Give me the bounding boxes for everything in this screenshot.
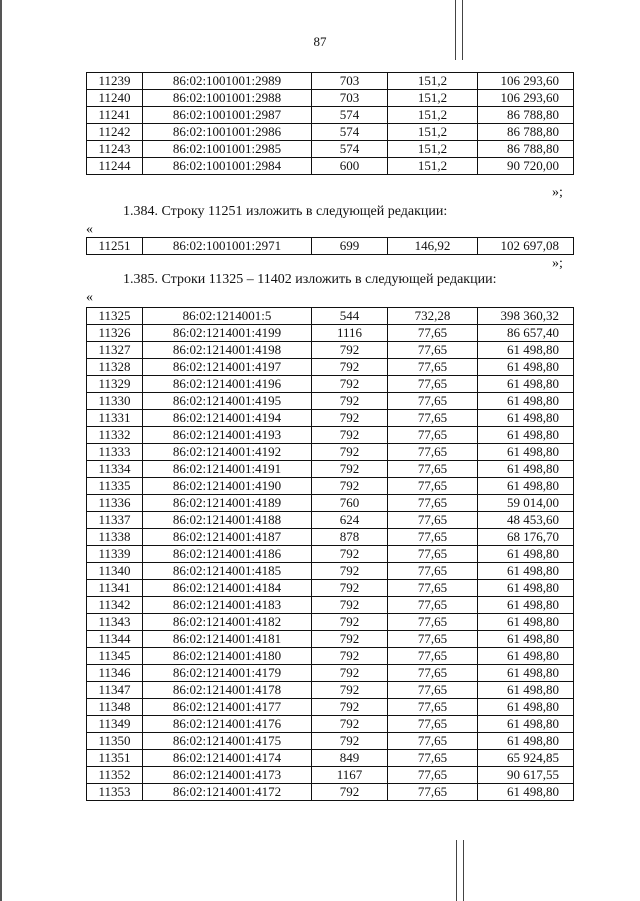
rate-cell: 151,2 (388, 158, 478, 175)
cadastral-number-cell: 86:02:1214001:4189 (143, 495, 312, 512)
table-row (87, 648, 574, 665)
table-row (87, 733, 574, 750)
amount-cell: 61 498,80 (478, 478, 574, 495)
cadastral-number-cell: 86:02:1214001:4195 (143, 393, 312, 410)
cadastral-number-cell: 86:02:1214001:4193 (143, 427, 312, 444)
cadastral-number-cell: 86:02:1214001:4188 (143, 512, 312, 529)
area-cell: 792 (312, 648, 388, 665)
area-cell: 703 (312, 90, 388, 107)
row-number-cell: 11240 (87, 90, 143, 107)
rate-cell: 77,65 (388, 325, 478, 342)
table-row (87, 308, 574, 325)
area-cell: 792 (312, 376, 388, 393)
row-number-cell: 11339 (87, 546, 143, 563)
amount-cell: 65 924,85 (478, 750, 574, 767)
amount-cell: 86 788,80 (478, 141, 574, 158)
amount-cell: 61 498,80 (478, 342, 574, 359)
cadastral-number-cell: 86:02:1214001:4181 (143, 631, 312, 648)
area-cell: 792 (312, 699, 388, 716)
table-row (87, 73, 574, 90)
cadastral-number-cell: 86:02:1001001:2988 (143, 90, 312, 107)
table-row (87, 141, 574, 158)
table-row (87, 107, 574, 124)
row-number-cell: 11239 (87, 73, 143, 90)
table-row (87, 767, 574, 784)
table-row (87, 427, 574, 444)
amount-cell: 398 360,32 (478, 308, 574, 325)
paragraph-1-385: 1.385. Строки 11325 – 11402 изложить в следующей редакции: (123, 272, 497, 287)
row-number-cell: 11344 (87, 631, 143, 648)
amount-cell: 61 498,80 (478, 393, 574, 410)
row-number-cell: 11342 (87, 597, 143, 614)
cadastral-number-cell: 86:02:1214001:4186 (143, 546, 312, 563)
amount-cell: 68 176,70 (478, 529, 574, 546)
row-number-cell: 11335 (87, 478, 143, 495)
row-number-cell: 11325 (87, 308, 143, 325)
area-cell: 792 (312, 427, 388, 444)
table-row (87, 410, 574, 427)
row-number-cell: 11333 (87, 444, 143, 461)
area-cell: 574 (312, 107, 388, 124)
amount-cell: 61 498,80 (478, 410, 574, 427)
table-row (87, 682, 574, 699)
table-row (87, 597, 574, 614)
area-cell: 624 (312, 512, 388, 529)
row-number-cell: 11340 (87, 563, 143, 580)
area-cell: 792 (312, 580, 388, 597)
area-cell: 792 (312, 444, 388, 461)
table-row (87, 124, 574, 141)
cadastral-number-cell: 86:02:1001001:2971 (143, 238, 312, 255)
cadastral-number-cell: 86:02:1214001:4173 (143, 767, 312, 784)
cadastral-number-cell: 86:02:1214001:4179 (143, 665, 312, 682)
row-number-cell: 11348 (87, 699, 143, 716)
cadastral-number-cell: 86:02:1214001:4191 (143, 461, 312, 478)
amount-cell: 61 498,80 (478, 376, 574, 393)
area-cell: 792 (312, 665, 388, 682)
table-row (87, 716, 574, 733)
area-cell: 792 (312, 784, 388, 801)
table-rows-11325-11353 (86, 307, 574, 801)
area-cell: 792 (312, 342, 388, 359)
row-number-cell: 11341 (87, 580, 143, 597)
rate-cell: 77,65 (388, 410, 478, 427)
cadastral-number-cell: 86:02:1214001:4190 (143, 478, 312, 495)
amount-cell: 61 498,80 (478, 427, 574, 444)
cadastral-number-cell: 86:02:1214001:4187 (143, 529, 312, 546)
row-number-cell: 11349 (87, 716, 143, 733)
rate-cell: 77,65 (388, 648, 478, 665)
cadastral-number-cell: 86:02:1214001:4175 (143, 733, 312, 750)
row-number-cell: 11241 (87, 107, 143, 124)
close-quote: »; (552, 256, 563, 271)
amount-cell: 61 498,80 (478, 716, 574, 733)
table-row (87, 478, 574, 495)
row-number-cell: 11334 (87, 461, 143, 478)
scan-mark (463, 840, 464, 901)
rate-cell: 77,65 (388, 716, 478, 733)
area-cell: 792 (312, 614, 388, 631)
rate-cell: 77,65 (388, 512, 478, 529)
rate-cell: 77,65 (388, 444, 478, 461)
amount-cell: 106 293,60 (478, 90, 574, 107)
open-quote: « (86, 290, 93, 305)
amount-cell: 61 498,80 (478, 699, 574, 716)
page-number: 87 (313, 34, 327, 49)
area-cell: 792 (312, 597, 388, 614)
row-number-cell: 11243 (87, 141, 143, 158)
cadastral-number-cell: 86:02:1001001:2989 (143, 73, 312, 90)
rate-cell: 151,2 (388, 90, 478, 107)
amount-cell: 86 788,80 (478, 107, 574, 124)
amount-cell: 61 498,80 (478, 359, 574, 376)
cadastral-number-cell: 86:02:1001001:2985 (143, 141, 312, 158)
area-cell: 792 (312, 631, 388, 648)
area-cell: 1167 (312, 767, 388, 784)
rate-cell: 77,65 (388, 376, 478, 393)
table-row (87, 699, 574, 716)
area-cell: 792 (312, 410, 388, 427)
table-row (87, 342, 574, 359)
area-cell: 792 (312, 563, 388, 580)
amount-cell: 86 788,80 (478, 124, 574, 141)
row-number-cell: 11327 (87, 342, 143, 359)
amount-cell: 61 498,80 (478, 631, 574, 648)
rate-cell: 77,65 (388, 767, 478, 784)
area-cell: 792 (312, 359, 388, 376)
open-quote: « (86, 222, 93, 237)
rate-cell: 77,65 (388, 563, 478, 580)
table-row (87, 614, 574, 631)
table-row (87, 750, 574, 767)
cadastral-number-cell: 86:02:1214001:4194 (143, 410, 312, 427)
area-cell: 574 (312, 124, 388, 141)
row-number-cell: 11343 (87, 614, 143, 631)
rate-cell: 77,65 (388, 733, 478, 750)
row-number-cell: 11345 (87, 648, 143, 665)
table-row (87, 580, 574, 597)
cadastral-number-cell: 86:02:1214001:4182 (143, 614, 312, 631)
amount-cell: 90 617,55 (478, 767, 574, 784)
area-cell: 792 (312, 716, 388, 733)
amount-cell: 102 697,08 (478, 238, 574, 255)
cadastral-number-cell: 86:02:1214001:4197 (143, 359, 312, 376)
table-row (87, 376, 574, 393)
scan-left-edge (0, 0, 2, 901)
rate-cell: 77,65 (388, 784, 478, 801)
table-row-11251 (86, 237, 574, 255)
area-cell: 760 (312, 495, 388, 512)
amount-cell: 61 498,80 (478, 563, 574, 580)
area-cell: 574 (312, 141, 388, 158)
row-number-cell: 11328 (87, 359, 143, 376)
rate-cell: 77,65 (388, 682, 478, 699)
rate-cell: 77,65 (388, 427, 478, 444)
table-rows-11239-11244 (86, 72, 574, 175)
amount-cell: 61 498,80 (478, 614, 574, 631)
table-row (87, 529, 574, 546)
rate-cell: 77,65 (388, 546, 478, 563)
amount-cell: 61 498,80 (478, 665, 574, 682)
rate-cell: 151,2 (388, 107, 478, 124)
rate-cell: 146,92 (388, 238, 478, 255)
scan-mark (455, 0, 456, 60)
row-number-cell: 11244 (87, 158, 143, 175)
area-cell: 792 (312, 546, 388, 563)
area-cell: 703 (312, 73, 388, 90)
area-cell: 792 (312, 733, 388, 750)
area-cell: 1116 (312, 325, 388, 342)
cadastral-number-cell: 86:02:1214001:4199 (143, 325, 312, 342)
cadastral-number-cell: 86:02:1214001:4196 (143, 376, 312, 393)
amount-cell: 106 293,60 (478, 73, 574, 90)
rate-cell: 77,65 (388, 393, 478, 410)
area-cell: 792 (312, 682, 388, 699)
cadastral-number-cell: 86:02:1214001:4192 (143, 444, 312, 461)
rate-cell: 77,65 (388, 580, 478, 597)
rate-cell: 77,65 (388, 342, 478, 359)
rate-cell: 77,65 (388, 665, 478, 682)
rate-cell: 77,65 (388, 478, 478, 495)
row-number-cell: 11350 (87, 733, 143, 750)
rate-cell: 77,65 (388, 495, 478, 512)
cadastral-number-cell: 86:02:1214001:4184 (143, 580, 312, 597)
amount-cell: 48 453,60 (478, 512, 574, 529)
table-row (87, 393, 574, 410)
cadastral-number-cell: 86:02:1214001:4174 (143, 750, 312, 767)
cadastral-number-cell: 86:02:1214001:4177 (143, 699, 312, 716)
cadastral-number-cell: 86:02:1001001:2987 (143, 107, 312, 124)
amount-cell: 86 657,40 (478, 325, 574, 342)
row-number-cell: 11242 (87, 124, 143, 141)
row-number-cell: 11353 (87, 784, 143, 801)
row-number-cell: 11251 (87, 238, 143, 255)
table-row (87, 158, 574, 175)
scan-mark (462, 0, 463, 60)
row-number-cell: 11331 (87, 410, 143, 427)
cadastral-number-cell: 86:02:1001001:2986 (143, 124, 312, 141)
rate-cell: 77,65 (388, 750, 478, 767)
table-row (87, 563, 574, 580)
cadastral-number-cell: 86:02:1001001:2984 (143, 158, 312, 175)
row-number-cell: 11351 (87, 750, 143, 767)
row-number-cell: 11337 (87, 512, 143, 529)
cadastral-number-cell: 86:02:1214001:4183 (143, 597, 312, 614)
row-number-cell: 11330 (87, 393, 143, 410)
table-row (87, 359, 574, 376)
rate-cell: 77,65 (388, 461, 478, 478)
area-cell: 792 (312, 478, 388, 495)
rate-cell: 77,65 (388, 699, 478, 716)
cadastral-number-cell: 86:02:1214001:4172 (143, 784, 312, 801)
amount-cell: 61 498,80 (478, 461, 574, 478)
table-row (87, 461, 574, 478)
area-cell: 699 (312, 238, 388, 255)
amount-cell: 59 014,00 (478, 495, 574, 512)
area-cell: 878 (312, 529, 388, 546)
amount-cell: 61 498,80 (478, 597, 574, 614)
rate-cell: 77,65 (388, 631, 478, 648)
row-number-cell: 11329 (87, 376, 143, 393)
area-cell: 792 (312, 393, 388, 410)
row-number-cell: 11326 (87, 325, 143, 342)
cadastral-number-cell: 86:02:1214001:4176 (143, 716, 312, 733)
row-number-cell: 11338 (87, 529, 143, 546)
table-row (87, 512, 574, 529)
row-number-cell: 11352 (87, 767, 143, 784)
rate-cell: 77,65 (388, 529, 478, 546)
amount-cell: 61 498,80 (478, 580, 574, 597)
paragraph-1-384: 1.384. Строку 11251 изложить в следующей редакции: (123, 204, 448, 219)
amount-cell: 61 498,80 (478, 784, 574, 801)
close-quote: »; (552, 185, 563, 200)
rate-cell: 77,65 (388, 597, 478, 614)
amount-cell: 61 498,80 (478, 546, 574, 563)
amount-cell: 61 498,80 (478, 444, 574, 461)
area-cell: 600 (312, 158, 388, 175)
table-row (87, 495, 574, 512)
table-row (87, 90, 574, 107)
area-cell: 544 (312, 308, 388, 325)
rate-cell: 77,65 (388, 359, 478, 376)
amount-cell: 61 498,80 (478, 733, 574, 750)
row-number-cell: 11347 (87, 682, 143, 699)
area-cell: 792 (312, 461, 388, 478)
cadastral-number-cell: 86:02:1214001:4185 (143, 563, 312, 580)
table-row (87, 546, 574, 563)
row-number-cell: 11332 (87, 427, 143, 444)
rate-cell: 151,2 (388, 124, 478, 141)
table-row (87, 631, 574, 648)
cadastral-number-cell: 86:02:1214001:4198 (143, 342, 312, 359)
amount-cell: 61 498,80 (478, 648, 574, 665)
rate-cell: 77,65 (388, 614, 478, 631)
row-number-cell: 11336 (87, 495, 143, 512)
amount-cell: 90 720,00 (478, 158, 574, 175)
table-row (87, 784, 574, 801)
amount-cell: 61 498,80 (478, 682, 574, 699)
table-row (87, 444, 574, 461)
rate-cell: 151,2 (388, 73, 478, 90)
cadastral-number-cell: 86:02:1214001:5 (143, 308, 312, 325)
table-row (87, 665, 574, 682)
scan-mark (456, 840, 457, 901)
row-number-cell: 11346 (87, 665, 143, 682)
rate-cell: 732,28 (388, 308, 478, 325)
cadastral-number-cell: 86:02:1214001:4178 (143, 682, 312, 699)
area-cell: 849 (312, 750, 388, 767)
cadastral-number-cell: 86:02:1214001:4180 (143, 648, 312, 665)
table-row (87, 325, 574, 342)
rate-cell: 151,2 (388, 141, 478, 158)
table-row (87, 238, 574, 255)
